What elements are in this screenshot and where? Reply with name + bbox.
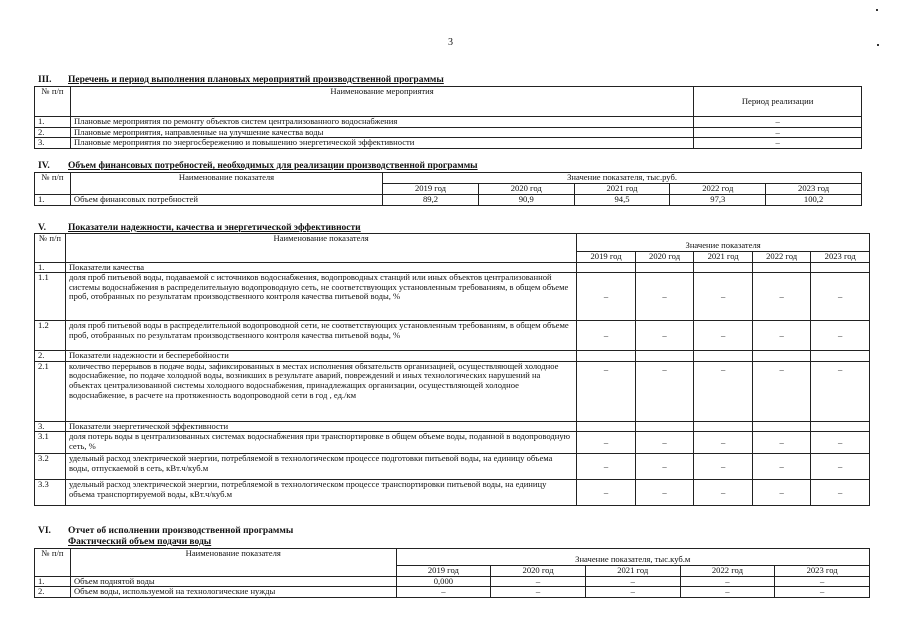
- value-cell: –: [491, 576, 586, 587]
- value-cell: –: [635, 454, 694, 480]
- value-cell: 90,9: [478, 194, 574, 205]
- year-header: 2019 год: [396, 566, 491, 577]
- value-cell: –: [775, 587, 870, 598]
- value-cell: –: [577, 480, 636, 506]
- group-name: Показатели энергетической эффективности: [65, 421, 576, 432]
- row-number: 2.: [35, 351, 66, 362]
- header-no: № п/п: [35, 87, 71, 117]
- row-name: Плановые мероприятия по энергосбережению и повышению энергетической эффективности: [70, 138, 693, 149]
- section-heading: Отчет об исполнении производственной программы: [68, 526, 294, 536]
- year-header: 2021 год: [694, 252, 753, 263]
- table-water-supply: [34, 548, 870, 598]
- page-number: 3: [448, 37, 453, 48]
- row-name: удельный расход электрической энергии, потребляемой в технологическом процессе подготовки питьевой воды, на единицу объема воды, отпускаемой в сеть, кВт.ч/куб.м: [65, 454, 576, 480]
- section-heading: Объем финансовых потребностей, необходимых для реализации производственной программы: [68, 161, 478, 171]
- value-cell: –: [694, 321, 753, 351]
- value-cell: –: [694, 273, 753, 321]
- year-header: 2020 год: [491, 566, 586, 577]
- header-name: Наименование показателя: [65, 234, 576, 263]
- row-number: 2.: [35, 587, 71, 598]
- value-cell: –: [811, 432, 870, 454]
- row-period: –: [694, 138, 862, 149]
- row-number: 1.1: [35, 273, 66, 321]
- row-name: Объем поднятой воды: [70, 576, 396, 587]
- row-number: 3.1: [35, 432, 66, 454]
- row-number: 3.2: [35, 454, 66, 480]
- row-name: Плановые мероприятия, направленные на улучшение качества воды: [70, 127, 693, 138]
- value-cell: –: [752, 321, 811, 351]
- value-cell: –: [577, 273, 636, 321]
- value-cell: –: [752, 454, 811, 480]
- value-cell: –: [577, 432, 636, 454]
- row-name: доля проб питьевой воды в распределительной водопроводной сети, не соответствующих установленным требованиям, в общем объеме проб, отобранных по результатам производственного контроля качества питьевой воды, %: [65, 321, 576, 351]
- value-cell: –: [635, 273, 694, 321]
- row-number: 3.: [35, 421, 66, 432]
- value-cell: –: [491, 587, 586, 598]
- section-6-title: [38, 526, 293, 536]
- section-4-title: [38, 161, 478, 171]
- header-no: № п/п: [35, 234, 66, 263]
- section-number: VI.: [38, 526, 51, 536]
- value-cell: –: [396, 587, 491, 598]
- row-name: доля потерь воды в централизованных системах водоснабжения при транспортировке в общем объеме воды, поданной в водопроводную сеть, %: [65, 432, 576, 454]
- value-cell: –: [811, 273, 870, 321]
- value-cell: –: [635, 361, 694, 421]
- value-cell: –: [635, 480, 694, 506]
- value-cell: 0,000: [396, 576, 491, 587]
- row-period: –: [694, 117, 862, 128]
- value-cell: –: [775, 576, 870, 587]
- section-5-title: [38, 223, 361, 233]
- value-cell: 94,5: [574, 194, 670, 205]
- header-name: Наименование мероприятия: [70, 87, 693, 117]
- row-name: Объем финансовых потребностей: [70, 194, 382, 205]
- header-no: № п/п: [35, 173, 71, 195]
- row-number: 3.3: [35, 480, 66, 506]
- row-number: 2.1: [35, 361, 66, 421]
- section-heading: Показатели надежности, качества и энергетической эффективности: [68, 223, 361, 233]
- value-cell: –: [811, 454, 870, 480]
- group-name: Показатели качества: [65, 262, 576, 273]
- value-cell: –: [635, 432, 694, 454]
- value-cell: –: [577, 321, 636, 351]
- section-number: V.: [38, 223, 47, 233]
- row-number: 1.: [35, 194, 71, 205]
- header-value: Значение показателя, тыс.куб.м: [396, 549, 869, 566]
- header-value: Значение показателя: [577, 234, 870, 252]
- value-cell: –: [585, 587, 680, 598]
- row-name: Плановые мероприятия по ремонту объектов систем централизованного водоснабжения: [70, 117, 693, 128]
- year-header: 2021 год: [585, 566, 680, 577]
- year-header: 2019 год: [383, 184, 479, 195]
- row-period: –: [694, 127, 862, 138]
- year-header: 2020 год: [478, 184, 574, 195]
- value-cell: –: [752, 432, 811, 454]
- row-name: количество перерывов в подаче воды, зафиксированных в местах исполнения обязательств организацией, осуществляющей холодное водоснабжение, по подаче холодной воды, возникших в результате аварий, повреждений и иных технологических нарушений на объектах централизованной системы холодного водоснабжения, принадлежащих организации, осуществляющей холодное водоснабжение, в расчете на протяженность водопроводной сети в год , ед./км: [65, 361, 576, 421]
- value-cell: –: [694, 361, 753, 421]
- year-header: 2023 год: [775, 566, 870, 577]
- section-number: III.: [38, 75, 52, 85]
- row-number: 1.: [35, 576, 71, 587]
- year-header: 2023 год: [811, 252, 870, 263]
- header-value: Значение показателя, тыс.руб.: [383, 173, 862, 184]
- value-cell: –: [811, 361, 870, 421]
- header-no: № п/п: [35, 549, 71, 577]
- row-number: 2.: [35, 127, 71, 138]
- section-3-title: [38, 75, 444, 85]
- row-number: 3.: [35, 138, 71, 149]
- scan-speck: [877, 44, 879, 46]
- value-cell: –: [585, 576, 680, 587]
- value-cell: –: [680, 587, 775, 598]
- scan-speck: [876, 9, 878, 11]
- value-cell: –: [635, 321, 694, 351]
- value-cell: –: [752, 361, 811, 421]
- value-cell: –: [694, 432, 753, 454]
- value-cell: 97,3: [670, 194, 766, 205]
- section-subheading: Фактический объем подачи воды: [68, 537, 212, 547]
- year-header: 2022 год: [752, 252, 811, 263]
- section-6-subtitle: [68, 537, 211, 547]
- value-cell: –: [577, 454, 636, 480]
- group-name: Показатели надежности и бесперебойности: [65, 351, 576, 362]
- value-cell: 100,2: [766, 194, 862, 205]
- section-heading: Перечень и период выполнения плановых мероприятий производственной программы: [68, 75, 444, 85]
- value-cell: 89,2: [383, 194, 479, 205]
- row-name: доля проб питьевой воды, подаваемой с источников водоснабжения, водопроводных станций или иных объектов централизованной системы водоснабжения в распределительную водопроводную сеть, не соответствующих установленным требованиям, в общем объеме проб, отобранных по результатам производственного контроля качества питьевой воды, %: [65, 273, 576, 321]
- value-cell: –: [694, 480, 753, 506]
- header-period: Период реализации: [694, 87, 862, 117]
- value-cell: –: [752, 480, 811, 506]
- year-header: 2022 год: [680, 566, 775, 577]
- header-name: Наименование показателя: [70, 173, 382, 195]
- year-header: 2020 год: [635, 252, 694, 263]
- value-cell: –: [680, 576, 775, 587]
- value-cell: –: [811, 480, 870, 506]
- value-cell: –: [577, 361, 636, 421]
- table-financial-needs: [34, 172, 862, 206]
- year-header: 2023 год: [766, 184, 862, 195]
- row-number: 1.2: [35, 321, 66, 351]
- value-cell: –: [752, 273, 811, 321]
- value-cell: –: [811, 321, 870, 351]
- row-name: Объем воды, используемой на технологические нужды: [70, 587, 396, 598]
- year-header: 2021 год: [574, 184, 670, 195]
- year-header: 2019 год: [577, 252, 636, 263]
- row-number: 1.: [35, 262, 66, 273]
- year-header: 2022 год: [670, 184, 766, 195]
- row-name: удельный расход электрической энергии, потребляемой в технологическом процессе транспортировки питьевой воды, на единицу объема транспортируемой воды, кВт.ч/куб.м: [65, 480, 576, 506]
- header-name: Наименование показателя: [70, 549, 396, 577]
- table-planned-measures: [34, 86, 862, 149]
- table-indicators: [34, 233, 870, 506]
- row-number: 1.: [35, 117, 71, 128]
- value-cell: –: [694, 454, 753, 480]
- section-number: IV.: [38, 161, 50, 171]
